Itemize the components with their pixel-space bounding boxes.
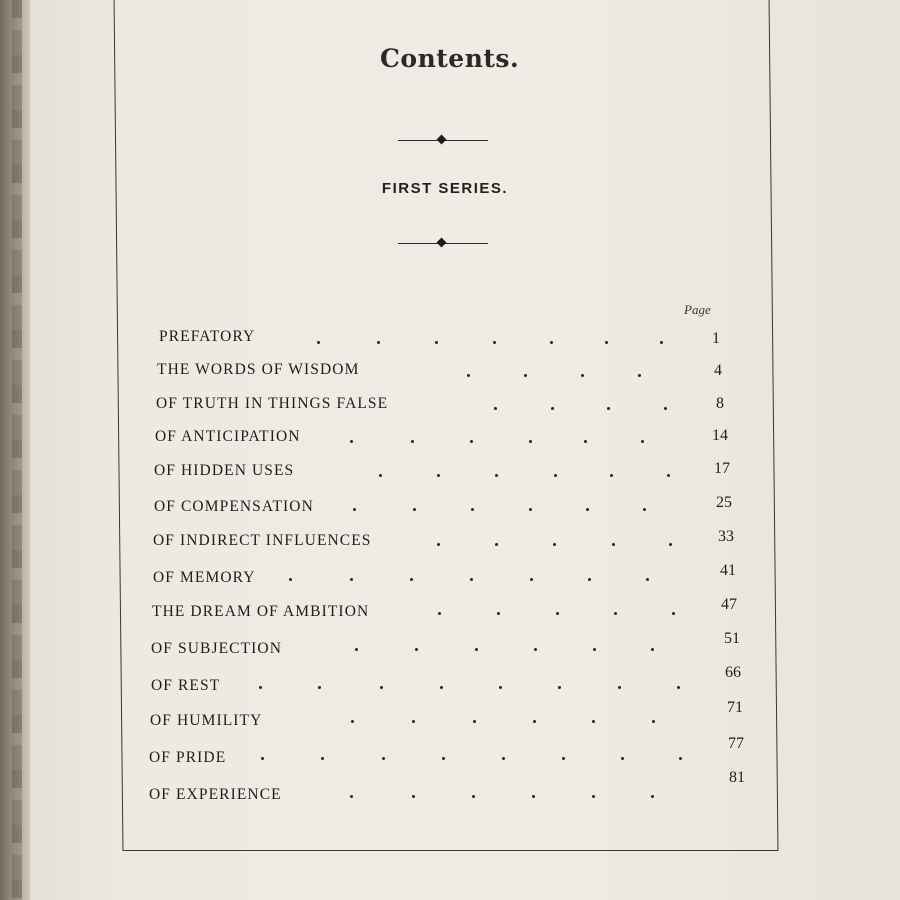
toc-entry-page: 33 xyxy=(718,528,734,545)
leader-dot xyxy=(410,578,413,581)
leader-dot xyxy=(524,374,527,377)
leader-dot xyxy=(534,648,537,651)
contents-heading: Contents. xyxy=(380,44,520,73)
leader-dot xyxy=(532,795,535,798)
leader-dot xyxy=(643,508,646,511)
leader-dot xyxy=(380,686,383,689)
leader-dot xyxy=(437,543,440,546)
toc-entry-page: 51 xyxy=(724,630,740,647)
leader-dot xyxy=(669,543,672,546)
leader-dot xyxy=(651,795,654,798)
leader-dot xyxy=(317,341,320,344)
leader-dot xyxy=(550,341,553,344)
toc-entry-title: OF HIDDEN USES xyxy=(154,462,295,479)
toc-entry-title: OF HUMILITY xyxy=(150,712,263,729)
leader-dot xyxy=(558,686,561,689)
leader-dot xyxy=(379,474,382,477)
leader-dot xyxy=(259,686,262,689)
leader-dot xyxy=(437,474,440,477)
toc-entry-page: 1 xyxy=(712,330,720,347)
toc-entry-title: OF REST xyxy=(151,677,221,694)
leader-dot xyxy=(350,440,353,443)
leader-dot xyxy=(415,648,418,651)
leader-dot xyxy=(493,341,496,344)
toc-entry-page: 25 xyxy=(716,494,732,511)
leader-dot xyxy=(529,508,532,511)
leader-dot xyxy=(351,720,354,723)
leader-dot xyxy=(533,720,536,723)
toc-entry-title: THE WORDS OF WISDOM xyxy=(157,361,360,378)
leader-dot xyxy=(530,578,533,581)
leader-dot xyxy=(377,341,380,344)
leader-dot xyxy=(677,686,680,689)
leader-dot xyxy=(592,795,595,798)
ornament-divider-bottom xyxy=(398,239,488,249)
toc-entry-title: OF MEMORY xyxy=(153,569,256,586)
toc-entry-page: 77 xyxy=(728,735,744,752)
book-spine xyxy=(0,0,30,900)
toc-entry-page: 71 xyxy=(727,699,743,716)
toc-entry-title: PREFATORY xyxy=(159,328,256,345)
leader-dot xyxy=(651,648,654,651)
leader-dot xyxy=(551,407,554,410)
toc-entry-title: THE DREAM OF AMBITION xyxy=(152,603,370,620)
leader-dot xyxy=(588,578,591,581)
ornament-divider-top xyxy=(398,136,488,146)
leader-dot xyxy=(652,720,655,723)
toc-entry-title: OF EXPERIENCE xyxy=(149,786,282,803)
leader-dot xyxy=(502,757,505,760)
leader-dot xyxy=(438,612,441,615)
toc-entry-title: OF ANTICIPATION xyxy=(155,428,301,445)
toc-entry-page: 8 xyxy=(716,395,724,412)
diamond-ornament-icon xyxy=(437,135,447,145)
spine-edge xyxy=(12,0,22,900)
leader-dot xyxy=(411,440,414,443)
toc-entry-title: OF PRIDE xyxy=(149,749,227,766)
leader-dot xyxy=(442,757,445,760)
leader-dot xyxy=(495,474,498,477)
leader-dot xyxy=(472,795,475,798)
toc-entry-page: 14 xyxy=(712,427,728,444)
leader-dot xyxy=(494,407,497,410)
leader-dot xyxy=(471,508,474,511)
leader-dot xyxy=(621,757,624,760)
leader-dot xyxy=(412,795,415,798)
leader-dot xyxy=(412,720,415,723)
leader-dot xyxy=(355,648,358,651)
leader-dot xyxy=(470,578,473,581)
leader-dot xyxy=(592,720,595,723)
leader-dot xyxy=(289,578,292,581)
leader-dot xyxy=(440,686,443,689)
toc-entry-title: OF TRUTH IN THINGS FALSE xyxy=(156,395,389,412)
leader-dot xyxy=(435,341,438,344)
toc-entry-page: 47 xyxy=(721,596,737,613)
leader-dot xyxy=(495,543,498,546)
toc-entry-page: 4 xyxy=(714,362,722,379)
leader-dot xyxy=(586,508,589,511)
leader-dot xyxy=(664,407,667,410)
series-title: FIRST SERIES. xyxy=(381,180,509,197)
leader-dot xyxy=(618,686,621,689)
leader-dot xyxy=(499,686,502,689)
leader-dot xyxy=(638,374,641,377)
leader-dot xyxy=(475,648,478,651)
leader-dot xyxy=(350,795,353,798)
toc-entry-title: OF SUBJECTION xyxy=(151,640,282,657)
leader-dot xyxy=(679,757,682,760)
leader-dot xyxy=(556,612,559,615)
toc-entry-page: 17 xyxy=(714,460,730,477)
toc-entry-page: 81 xyxy=(729,769,745,786)
leader-dot xyxy=(261,757,264,760)
toc-entry-title: OF COMPENSATION xyxy=(154,498,314,515)
leader-dot xyxy=(593,648,596,651)
leader-dot xyxy=(607,407,610,410)
leader-dot xyxy=(612,543,615,546)
leader-dot xyxy=(605,341,608,344)
toc-entry-page: 66 xyxy=(725,664,741,681)
leader-dot xyxy=(318,686,321,689)
leader-dot xyxy=(554,474,557,477)
leader-dot xyxy=(473,720,476,723)
leader-dot xyxy=(470,440,473,443)
leader-dot xyxy=(660,341,663,344)
leader-dot xyxy=(413,508,416,511)
leader-dot xyxy=(467,374,470,377)
page-column-label: Page xyxy=(684,302,711,317)
leader-dot xyxy=(581,374,584,377)
leader-dot xyxy=(529,440,532,443)
diamond-ornament-icon xyxy=(437,238,447,248)
leader-dot xyxy=(553,543,556,546)
leader-dot xyxy=(610,474,613,477)
leader-dot xyxy=(353,508,356,511)
leader-dot xyxy=(562,757,565,760)
toc-entry-title: OF INDIRECT INFLUENCES xyxy=(153,532,372,549)
leader-dot xyxy=(584,440,587,443)
leader-dot xyxy=(321,757,324,760)
leader-dot xyxy=(667,474,670,477)
toc-entry-page: 41 xyxy=(720,562,736,579)
leader-dot xyxy=(350,578,353,581)
leader-dot xyxy=(382,757,385,760)
leader-dot xyxy=(614,612,617,615)
leader-dot xyxy=(641,440,644,443)
leader-dot xyxy=(646,578,649,581)
leader-dot xyxy=(672,612,675,615)
leader-dot xyxy=(497,612,500,615)
